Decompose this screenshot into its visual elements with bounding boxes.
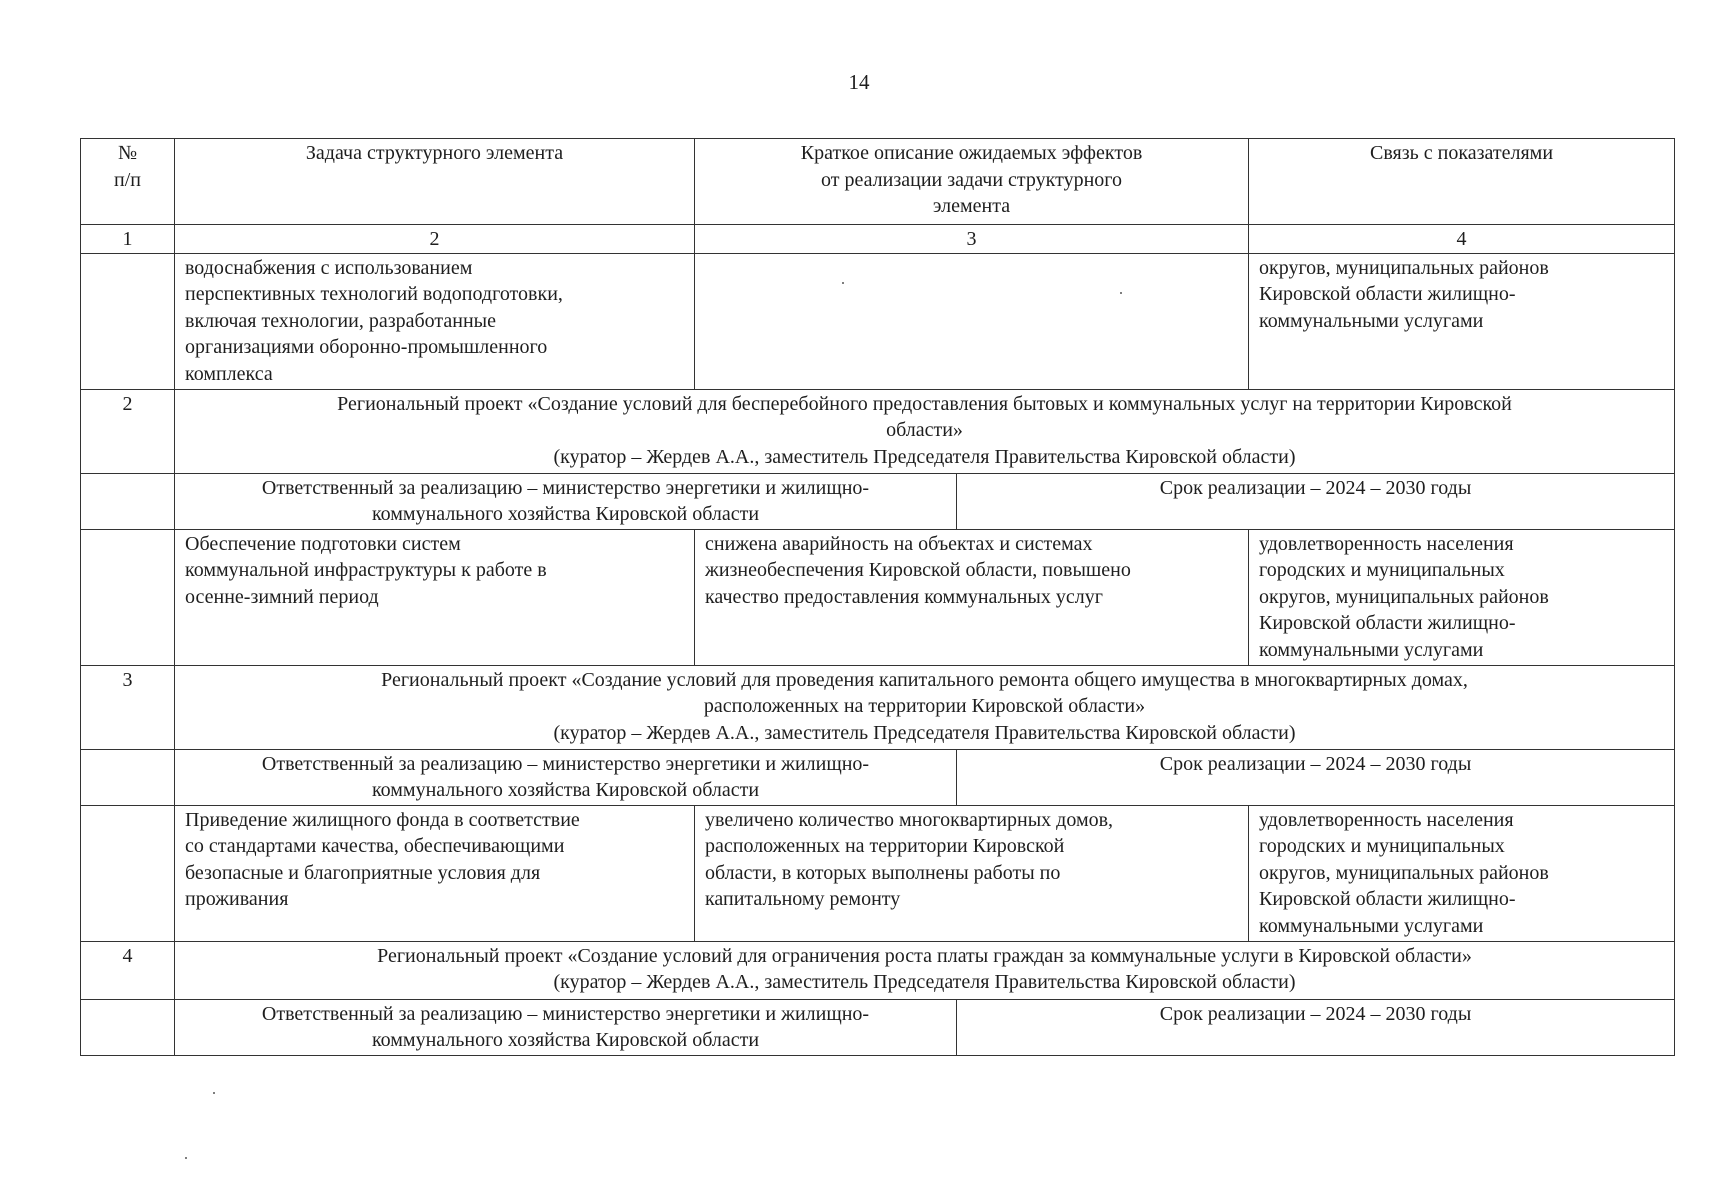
text-line: коммунальными услугами: [1259, 914, 1484, 937]
text-line: Региональный проект «Создание условий для проведения капитального ремонта общего имущества в многоквартирных домах,: [381, 668, 1468, 691]
table-row: [81, 805, 1675, 941]
text-line: от реализации задачи структурного: [821, 168, 1122, 191]
text-line: снижена аварийность на объектах и системах: [705, 532, 1093, 555]
responsible-cell: [175, 999, 957, 1055]
text-line: городских и муниципальных: [1259, 559, 1505, 582]
effects-cell: [695, 253, 1249, 389]
term-cell: [957, 473, 1675, 529]
text-line: Срок реализации – 2024 – 2030 годы: [1159, 476, 1472, 499]
text-line: Кировской области жилищно-: [1259, 888, 1516, 911]
responsible-cell: [175, 473, 957, 529]
text-line: Ответственный за реализацию – министерство энергетики и жилищно-: [261, 1002, 870, 1025]
table-header-row: [81, 139, 1675, 225]
text-line: расположенных на территории Кировской: [705, 835, 1065, 858]
term-cell: [957, 999, 1675, 1055]
text-line: Ответственный за реализацию – министерство энергетики и жилищно-: [261, 752, 870, 775]
text-line: удовлетворенность населения: [1259, 532, 1514, 555]
text-line: включая технологии, разработанные: [185, 309, 496, 332]
text-line: области, в которых выполнены работы по: [705, 861, 1061, 884]
text-line: Обеспечение подготовки систем: [185, 532, 461, 555]
task-cell: [175, 529, 695, 665]
term-cell: [957, 749, 1675, 805]
text-line: (куратор – Жердев А.А., заместитель Председателя Правительства Кировской области): [553, 971, 1296, 994]
text-line: увеличено количество многоквартирных домов,: [705, 808, 1114, 831]
text-line: городских и муниципальных: [1259, 835, 1505, 858]
responsible-row: [81, 749, 1675, 805]
row-number: 2: [81, 389, 175, 473]
text-line: коммунального хозяйства Кировской области: [371, 503, 760, 526]
text-line: Региональный проект «Создание условий для бесперебойного предоставления бытовых и коммунальных услуг на территории Кировской: [337, 392, 1512, 415]
text-line: качество предоставления коммунальных услуг: [705, 585, 1103, 608]
text-line: перспективных технологий водоподготовки,: [185, 283, 563, 306]
text-line: (куратор – Жердев А.А., заместитель Председателя Правительства Кировской области): [553, 445, 1296, 468]
indicators-cell: [1249, 253, 1675, 389]
text-line: элемента: [932, 195, 1011, 218]
text-line: комплекса: [185, 362, 273, 385]
column-number-row: [81, 225, 1675, 254]
text-line: безопасные и благоприятные условия для: [185, 861, 541, 884]
column-number: 4: [1249, 225, 1675, 254]
scan-speck: [1120, 292, 1122, 294]
row-number: 3: [81, 665, 175, 749]
text-line: коммунальной инфраструктуры к работе в: [185, 559, 547, 582]
row-number: [81, 749, 175, 805]
text-line: Кировской области жилищно-: [1259, 283, 1516, 306]
table-row: [81, 529, 1675, 665]
project-title: [175, 665, 1675, 749]
effects-cell: [695, 529, 1249, 665]
task-cell: [175, 253, 695, 389]
text-line: Срок реализации – 2024 – 2030 годы: [1159, 1002, 1472, 1025]
row-number: [81, 999, 175, 1055]
scan-speck: [213, 1092, 215, 1094]
text-line: водоснабжения с использованием: [185, 256, 473, 279]
text-line: (куратор – Жердев А.А., заместитель Председателя Правительства Кировской области): [553, 721, 1296, 744]
column-number: 3: [695, 225, 1249, 254]
text-line: Задача структурного элемента: [305, 142, 564, 164]
task-cell: [175, 805, 695, 941]
effects-cell: [695, 805, 1249, 941]
text-line: осенне-зимний период: [185, 585, 379, 608]
column-number: 1: [81, 225, 175, 254]
structural-elements-table: [80, 138, 1675, 1056]
header-number: [81, 139, 175, 225]
text-line: округов, муниципальных районов: [1259, 585, 1549, 608]
project-row: [81, 389, 1675, 473]
text-line: №: [117, 142, 138, 164]
row-number: [81, 253, 175, 389]
table-row-continued: [81, 253, 1675, 389]
scan-speck: [842, 282, 844, 284]
text-line: организациями оборонно-промышленного: [185, 336, 548, 359]
text-line: Краткое описание ожидаемых эффектов: [800, 142, 1143, 164]
text-line: Региональный проект «Создание условий для ограничения роста платы граждан за коммунальные услуги в Кировской области»: [377, 944, 1472, 967]
text-line: области»: [886, 419, 963, 442]
column-number: 2: [175, 225, 695, 254]
indicators-cell: [1249, 529, 1675, 665]
row-number: [81, 529, 175, 665]
text-line: удовлетворенность населения: [1259, 808, 1514, 831]
text-line: жизнеобеспечения Кировской области, повышено: [705, 559, 1131, 582]
text-line: Связь с показателями: [1370, 142, 1554, 164]
project-row: [81, 665, 1675, 749]
text-line: Кировской области жилищно-: [1259, 612, 1516, 635]
text-line: округов, муниципальных районов: [1259, 256, 1549, 279]
row-number: [81, 473, 175, 529]
text-line: капитальному ремонту: [705, 888, 901, 911]
row-number: 4: [81, 941, 175, 999]
text-line: со стандартами качества, обеспечивающими: [185, 835, 565, 858]
text-line: коммунального хозяйства Кировской области: [371, 1029, 760, 1052]
header-indicators: [1249, 139, 1675, 225]
indicators-cell: [1249, 805, 1675, 941]
text-line: коммунального хозяйства Кировской области: [371, 779, 760, 802]
text-line: Срок реализации – 2024 – 2030 годы: [1159, 752, 1472, 775]
text-line: коммунальными услугами: [1259, 309, 1484, 332]
text-line: округов, муниципальных районов: [1259, 861, 1549, 884]
header-task: [175, 139, 695, 225]
text-line: Приведение жилищного фонда в соответствие: [185, 808, 580, 831]
text-line: Ответственный за реализацию – министерство энергетики и жилищно-: [261, 476, 870, 499]
responsible-cell: [175, 749, 957, 805]
page-number: 14: [848, 70, 870, 94]
text-line: коммунальными услугами: [1259, 638, 1484, 661]
project-title: [175, 389, 1675, 473]
text-line: расположенных на территории Кировской области»: [703, 695, 1146, 718]
responsible-row: [81, 473, 1675, 529]
text-line: проживания: [185, 888, 289, 911]
row-number: [81, 805, 175, 941]
scan-speck: [185, 1157, 187, 1159]
project-row: [81, 941, 1675, 999]
text-line: п/п: [114, 168, 141, 191]
project-title: [175, 941, 1675, 999]
responsible-row: [81, 999, 1675, 1055]
header-effects: [695, 139, 1249, 225]
